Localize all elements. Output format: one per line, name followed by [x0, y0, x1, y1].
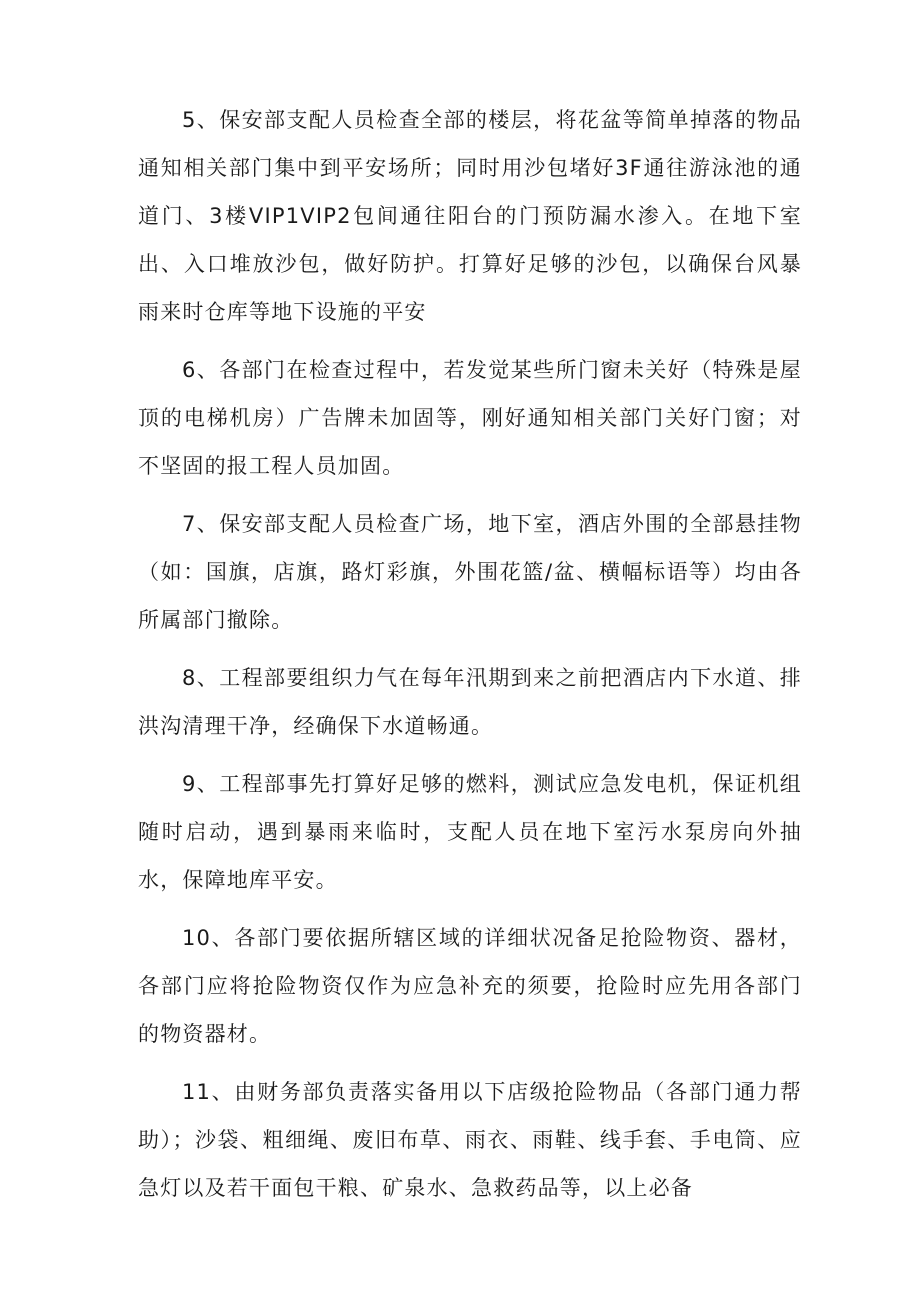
paragraph-item-5: 5、保安部支配人员检查全部的楼层，将花盆等简单掉落的物品通知相关部门集中到平安场所；同时用沙包堵好3F通往游泳池的通道门、3楼VIP1VIP2包间通往阳台的门预防漏水渗入。在地下室出、入口堆放沙包，做好防护。打算好足够的沙包，以确保台风暴雨来时仓库等地下设施的平安 [138, 108, 802, 324]
paragraph-item-10: 10、各部门要依据所辖区域的详细状况备足抢险物资、器材，各部门应将抢险物资仅作为应急补充的须要，抢险时应先用各部门的物资器材。 [138, 926, 802, 1046]
paragraph-item-6: 6、各部门在检查过程中，若发觉某些所门窗未关好（特殊是屋顶的电梯机房）广告牌未加固等，刚好通知相关部门关好门窗；对不坚固的报工程人员加固。 [138, 358, 802, 478]
paragraph-item-7: 7、保安部支配人员检查广场，地下室，酒店外围的全部悬挂物（如：国旗，店旗，路灯彩旗，外围花篮/盆、横幅标语等）均由各所属部门撤除。 [138, 512, 802, 632]
paragraph-item-9: 9、工程部事先打算好足够的燃料，测试应急发电机，保证机组随时启动，遇到暴雨来临时，支配人员在地下室污水泵房向外抽水，保障地库平安。 [138, 772, 802, 892]
document-body [138, 96, 802, 1222]
paragraph-item-8: 8、工程部要组织力气在每年汛期到来之前把酒店内下水道、排洪沟清理干净，经确保下水道畅通。 [138, 666, 802, 738]
paragraph-item-11: 11、由财务部负责落实备用以下店级抢险物品（各部门通力帮助）；沙袋、粗细绳、废旧布草、雨衣、雨鞋、线手套、手电筒、应急灯以及若干面包干粮、矿泉水、急救药品等，以上必备 [138, 1080, 802, 1200]
